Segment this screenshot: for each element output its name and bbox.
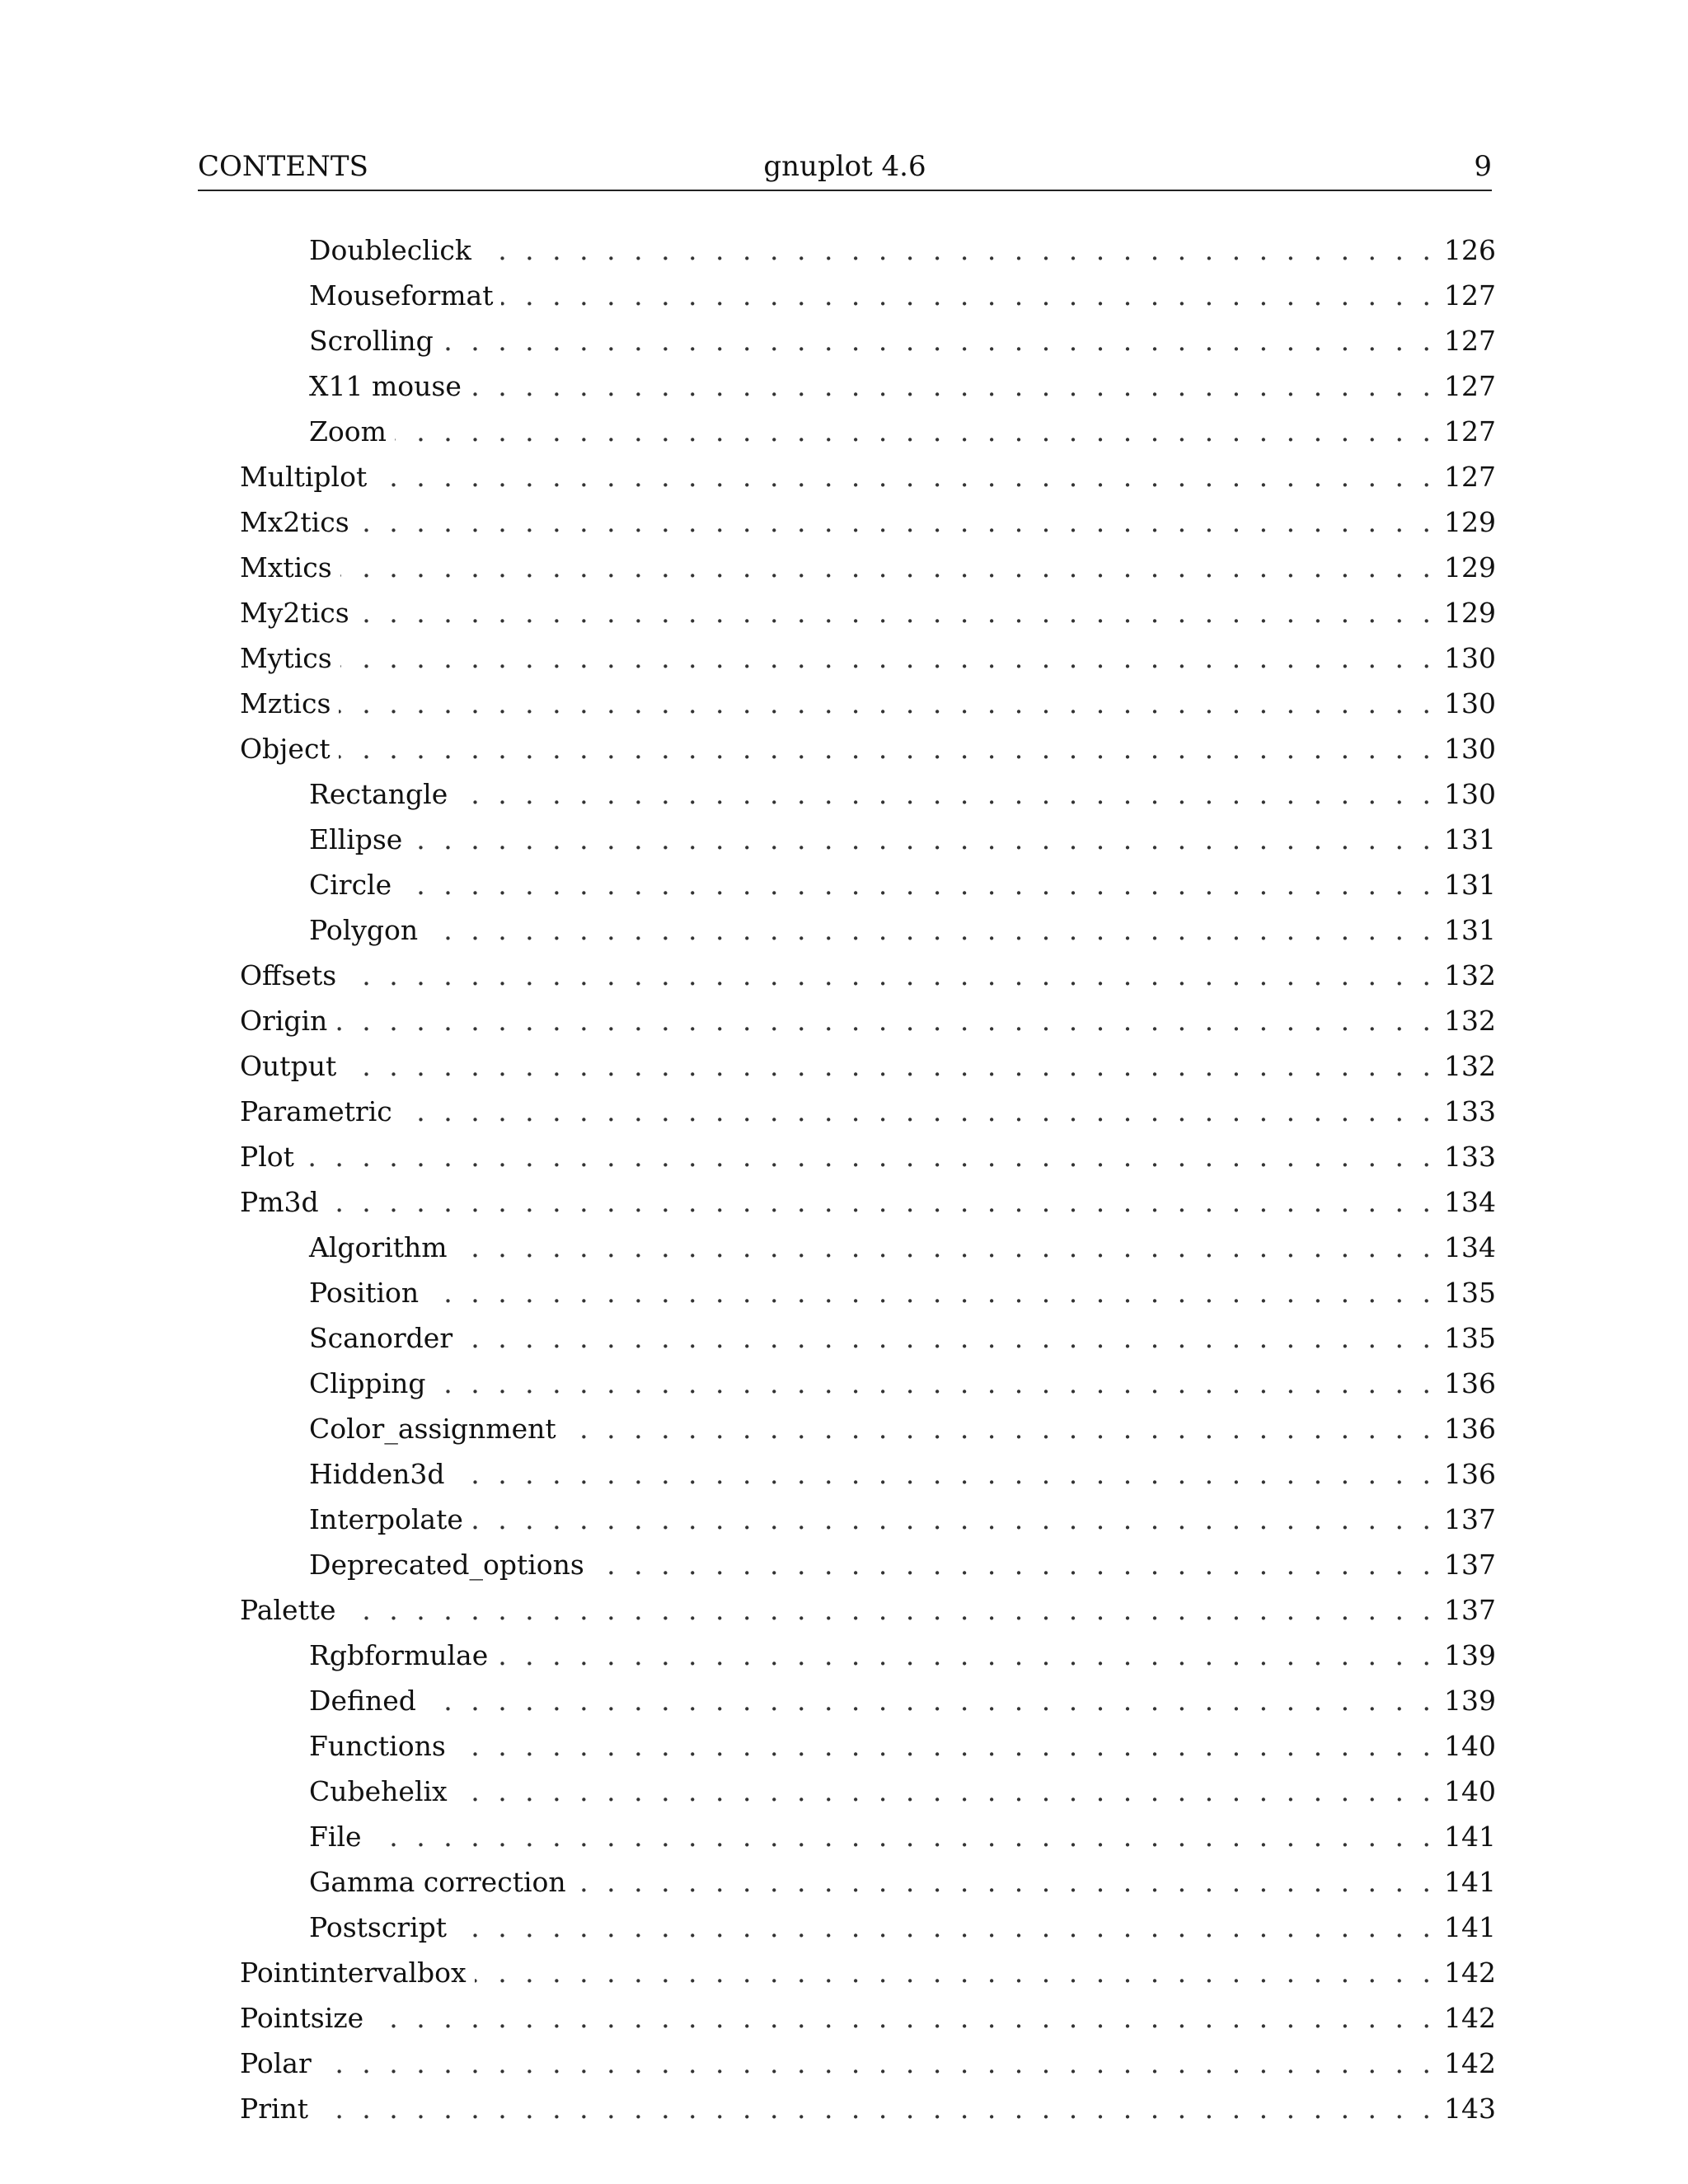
toc-dot-leader	[320, 2041, 1436, 2086]
toc-entry-page: 130	[1444, 778, 1496, 810]
toc-entry-page: 131	[1444, 869, 1496, 901]
toc-dot-leader	[593, 1542, 1436, 1587]
toc-entry-page: 139	[1444, 1639, 1496, 1671]
toc-entry-page: 127	[1444, 325, 1496, 357]
toc-entry[interactable]	[198, 1497, 1496, 1542]
toc-entry-title: Interpolate	[309, 1503, 463, 1535]
toc-entry-page: 143	[1444, 2093, 1496, 2125]
table-of-contents	[198, 227, 1496, 2131]
toc-entry[interactable]	[198, 907, 1496, 953]
toc-entry[interactable]	[198, 545, 1496, 590]
toc-entry[interactable]	[198, 409, 1496, 454]
toc-entry-page: 132	[1444, 1005, 1496, 1037]
toc-entry-page: 140	[1444, 1775, 1496, 1807]
toc-entry-page: 130	[1444, 687, 1496, 719]
toc-entry-title: Hidden3d	[309, 1458, 445, 1490]
toc-dot-leader	[400, 862, 1436, 907]
toc-dot-leader	[455, 1905, 1436, 1950]
toc-dot-leader	[302, 1134, 1436, 1179]
toc-entry[interactable]	[198, 499, 1496, 545]
toc-entry-title: Mytics	[240, 642, 332, 674]
toc-entry-title: Ellipse	[309, 823, 403, 855]
toc-entry-title: Mztics	[240, 687, 331, 719]
toc-entry-title: Polar	[240, 2047, 312, 2079]
toc-entry[interactable]	[198, 1859, 1496, 1905]
toc-entry[interactable]	[198, 1315, 1496, 1361]
toc-entry[interactable]	[198, 1406, 1496, 1451]
toc-entry[interactable]	[198, 635, 1496, 681]
running-head-section: CONTENTS	[198, 150, 368, 183]
toc-entry[interactable]	[198, 1769, 1496, 1814]
toc-entry-title: Pm3d	[240, 1186, 319, 1218]
page-header	[198, 148, 1492, 191]
toc-entry-title: Circle	[309, 869, 392, 901]
toc-dot-leader	[339, 726, 1436, 771]
toc-dot-leader	[316, 2086, 1436, 2131]
toc-entry-page: 141	[1444, 1866, 1496, 1898]
toc-entry-page: 134	[1444, 1231, 1496, 1263]
toc-entry[interactable]	[198, 363, 1496, 409]
toc-entry-page: 142	[1444, 2047, 1496, 2079]
toc-dot-leader	[410, 817, 1436, 862]
toc-entry-title: Pointsize	[240, 2002, 364, 2034]
toc-dot-leader	[434, 1361, 1436, 1406]
toc-dot-leader	[395, 409, 1436, 454]
toc-entry-page: 134	[1444, 1186, 1496, 1218]
toc-entry-page: 129	[1444, 551, 1496, 583]
toc-dot-leader	[456, 1769, 1436, 1814]
toc-entry-page: 131	[1444, 823, 1496, 855]
toc-entry[interactable]	[198, 1950, 1496, 1995]
toc-entry[interactable]	[198, 1905, 1496, 1950]
toc-dot-leader	[427, 1270, 1436, 1315]
toc-entry-title: File	[309, 1821, 362, 1853]
running-head-title: gnuplot 4.6	[763, 150, 926, 183]
toc-entry-title: Plot	[240, 1141, 294, 1173]
toc-entry-title: Mx2tics	[240, 506, 349, 538]
toc-entry-title: Output	[240, 1050, 337, 1082]
toc-entry-title: Gamma correction	[309, 1866, 566, 1898]
toc-entry-title: Scrolling	[309, 325, 434, 357]
toc-entry[interactable]	[198, 1678, 1496, 1723]
toc-entry-page: 136	[1444, 1458, 1496, 1490]
toc-entry-title: My2tics	[240, 597, 349, 629]
toc-entry-page: 132	[1444, 1050, 1496, 1082]
toc-dot-leader	[401, 1089, 1436, 1134]
toc-dot-leader	[456, 1225, 1436, 1270]
toc-entry-title: Zoom	[309, 415, 387, 448]
toc-entry-page: 127	[1444, 370, 1496, 402]
toc-entry-title: Color_assignment	[309, 1413, 556, 1445]
toc-entry-title: Postscript	[309, 1911, 448, 1943]
toc-entry-title: Pointintervalbox	[240, 1957, 467, 1989]
toc-dot-leader	[456, 771, 1436, 817]
toc-dot-leader	[358, 590, 1436, 635]
toc-entry-page: 141	[1444, 1911, 1496, 1943]
toc-entry[interactable]	[198, 771, 1496, 817]
toc-entry[interactable]	[198, 1270, 1496, 1315]
toc-entry[interactable]	[198, 1587, 1496, 1633]
toc-entry[interactable]	[198, 1043, 1496, 1089]
toc-dot-leader	[327, 1179, 1436, 1225]
toc-entry[interactable]	[198, 1723, 1496, 1769]
toc-entry-title: Mouseformat	[309, 279, 494, 312]
toc-entry[interactable]	[198, 1134, 1496, 1179]
toc-entry-page: 133	[1444, 1095, 1496, 1127]
toc-entry-page: 139	[1444, 1685, 1496, 1717]
toc-dot-leader	[372, 1995, 1436, 2041]
toc-entry-title: Functions	[309, 1730, 446, 1762]
toc-entry-title: Deprecated_options	[309, 1549, 584, 1581]
toc-entry-page: 129	[1444, 597, 1496, 629]
toc-dot-leader	[471, 1497, 1436, 1542]
toc-dot-leader	[345, 1043, 1436, 1089]
toc-entry-title: Multiplot	[240, 461, 368, 493]
toc-dot-leader	[358, 499, 1436, 545]
toc-entry[interactable]	[198, 318, 1496, 363]
toc-dot-leader	[345, 1587, 1436, 1633]
toc-entry-title: Doubleclick	[309, 234, 471, 266]
toc-entry[interactable]	[198, 454, 1496, 499]
toc-entry-page: 137	[1444, 1594, 1496, 1626]
toc-entry[interactable]	[198, 726, 1496, 771]
toc-entry[interactable]	[198, 1633, 1496, 1678]
toc-entry-title: Cubehelix	[309, 1775, 448, 1807]
toc-entry-title: Offsets	[240, 959, 337, 991]
toc-entry[interactable]	[198, 681, 1496, 726]
toc-entry[interactable]	[198, 1451, 1496, 1497]
toc-entry[interactable]	[198, 227, 1496, 273]
toc-entry[interactable]	[198, 2086, 1496, 2131]
toc-entry-page: 131	[1444, 914, 1496, 946]
toc-entry[interactable]	[198, 998, 1496, 1043]
toc-entry[interactable]	[198, 1225, 1496, 1270]
toc-entry-page: 130	[1444, 642, 1496, 674]
toc-dot-leader	[565, 1406, 1436, 1451]
toc-entry-title: Position	[309, 1277, 420, 1309]
toc-dot-leader	[340, 635, 1436, 681]
toc-entry-page: 127	[1444, 415, 1496, 448]
toc-entry-title: Origin	[240, 1005, 328, 1037]
toc-dot-leader	[426, 907, 1436, 953]
toc-entry[interactable]	[198, 590, 1496, 635]
toc-entry-title: Rectangle	[309, 778, 448, 810]
toc-entry-title: Palette	[240, 1594, 336, 1626]
toc-entry-title: Algorithm	[309, 1231, 448, 1263]
toc-entry-page: 129	[1444, 506, 1496, 538]
toc-entry-title: Mxtics	[240, 551, 332, 583]
toc-dot-leader	[574, 1859, 1436, 1905]
toc-entry-page: 126	[1444, 234, 1496, 266]
toc-entry-page: 127	[1444, 279, 1496, 312]
toc-dot-leader	[424, 1678, 1436, 1723]
toc-dot-leader	[470, 363, 1436, 409]
toc-dot-leader	[461, 1315, 1436, 1361]
toc-entry[interactable]	[198, 273, 1496, 318]
toc-entry[interactable]	[198, 2041, 1496, 2086]
toc-entry-page: 136	[1444, 1367, 1496, 1399]
page-number: 9	[1474, 150, 1492, 183]
toc-entry-page: 136	[1444, 1413, 1496, 1445]
toc-dot-leader	[370, 1814, 1436, 1859]
toc-entry-page: 130	[1444, 733, 1496, 765]
toc-entry[interactable]	[198, 817, 1496, 862]
toc-entry[interactable]	[198, 862, 1496, 907]
toc-dot-leader	[340, 545, 1436, 590]
toc-entry[interactable]	[198, 1995, 1496, 2041]
toc-entry[interactable]	[198, 1814, 1496, 1859]
toc-entry-title: Defined	[309, 1685, 416, 1717]
toc-dot-leader	[345, 953, 1436, 998]
toc-entry-page: 137	[1444, 1503, 1496, 1535]
toc-entry[interactable]	[198, 1089, 1496, 1134]
toc-entry-title: Print	[240, 2093, 309, 2125]
toc-dot-leader	[339, 681, 1436, 726]
toc-dot-leader	[335, 998, 1436, 1043]
toc-entry-title: X11 mouse	[309, 370, 462, 402]
toc-dot-leader	[452, 1451, 1436, 1497]
toc-entry[interactable]	[198, 1179, 1496, 1225]
toc-entry-page: 132	[1444, 959, 1496, 991]
toc-entry-page: 135	[1444, 1322, 1496, 1354]
toc-dot-leader	[480, 227, 1436, 273]
toc-entry-page: 135	[1444, 1277, 1496, 1309]
toc-entry-page: 127	[1444, 461, 1496, 493]
toc-dot-leader	[501, 273, 1436, 318]
toc-entry-title: Scanorder	[309, 1322, 453, 1354]
toc-entry-page: 141	[1444, 1821, 1496, 1853]
toc-dot-leader	[454, 1723, 1436, 1769]
toc-entry-title: Object	[240, 733, 331, 765]
toc-entry-title: Parametric	[240, 1095, 392, 1127]
toc-entry[interactable]	[198, 1542, 1496, 1587]
toc-entry[interactable]	[198, 953, 1496, 998]
toc-entry-title: Clipping	[309, 1367, 426, 1399]
toc-entry-title: Rgbformulae	[309, 1639, 489, 1671]
toc-dot-leader	[496, 1633, 1436, 1678]
toc-entry-page: 140	[1444, 1730, 1496, 1762]
toc-entry-page: 142	[1444, 1957, 1496, 1989]
toc-entry-title: Polygon	[309, 914, 419, 946]
toc-entry[interactable]	[198, 1361, 1496, 1406]
toc-dot-leader	[475, 1950, 1436, 1995]
toc-dot-leader	[442, 318, 1436, 363]
toc-entry-page: 142	[1444, 2002, 1496, 2034]
toc-dot-leader	[375, 454, 1436, 499]
toc-entry-page: 137	[1444, 1549, 1496, 1581]
toc-entry-page: 133	[1444, 1141, 1496, 1173]
